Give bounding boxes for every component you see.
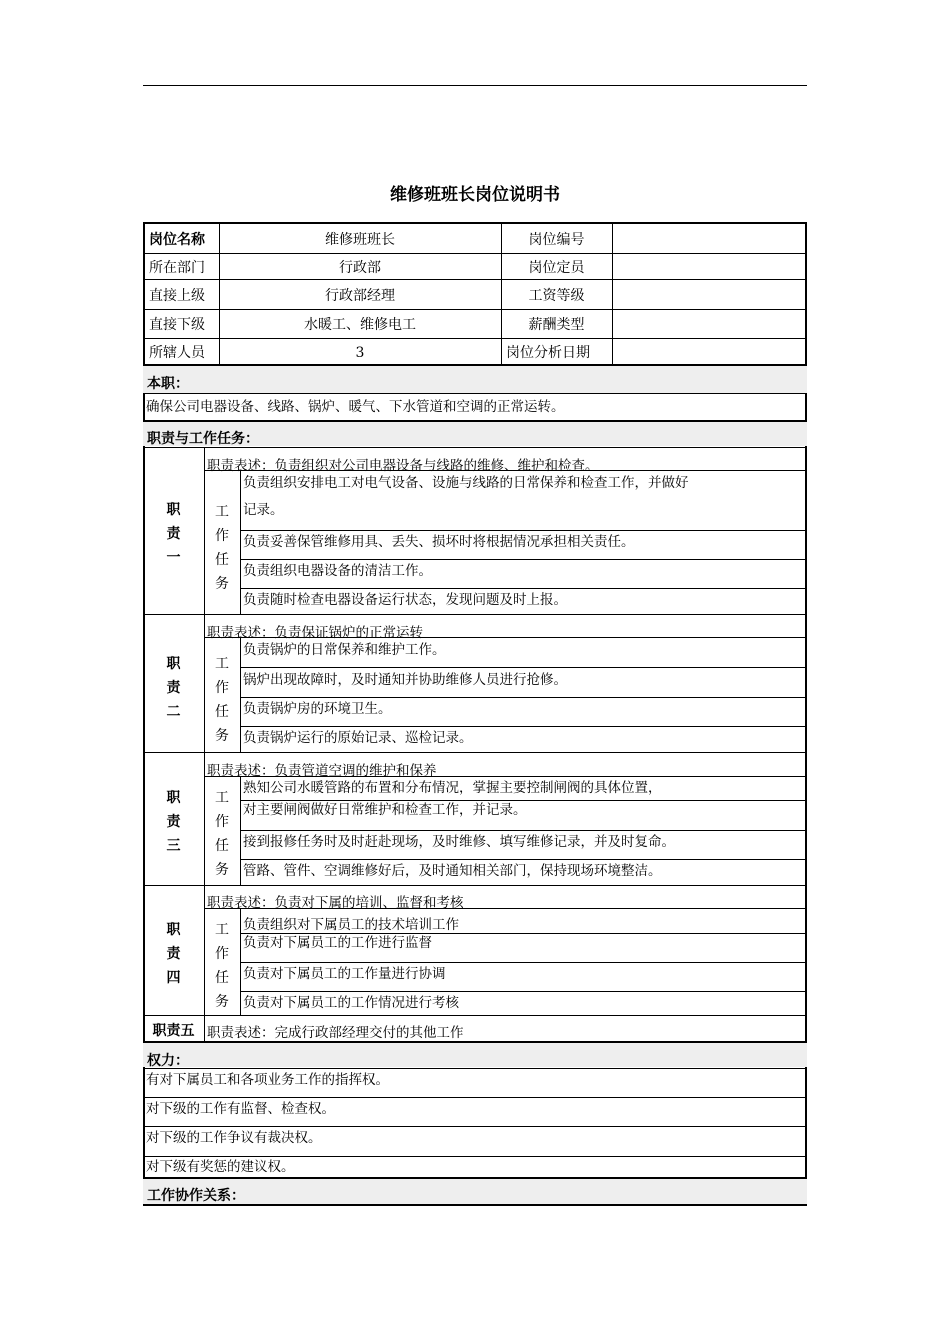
- info-row-line: [143, 253, 807, 254]
- headcount-label: 岗位定员: [528, 260, 585, 276]
- duty4-name-char: 四: [166, 970, 181, 986]
- task-label-char: 务: [215, 862, 229, 878]
- subordinate-label: 直接下级: [149, 317, 205, 333]
- cooperation-section-header: [143, 1179, 807, 1204]
- salary-type-label: 薪酬类型: [528, 317, 585, 333]
- duty4-task: 负责对下属员工的工作量进行协调: [243, 966, 446, 982]
- power-heading: 权力：: [147, 1053, 189, 1069]
- staff-count-value: 3: [355, 345, 365, 361]
- power-line: [143, 1068, 807, 1069]
- duty4-task: 负责对下属员工的工作情况进行考核: [243, 995, 459, 1011]
- benzhi-line: [143, 393, 807, 394]
- duty3-task: 熟知公司水暖管路的布置和分布情况，掌握主要控制闸阀的具体位置，: [243, 780, 662, 796]
- duty4-task: 负责对下属员工的工作进行监督: [243, 935, 432, 951]
- duty2-task-label: [204, 652, 240, 748]
- task-label-char: 作: [215, 814, 229, 830]
- power-item: 对下级的工作争议有裁决权。: [146, 1130, 322, 1146]
- task-label-char: 工: [215, 790, 229, 806]
- table-border-top: [143, 222, 807, 224]
- duty3-name: [143, 786, 204, 858]
- duty3-task-label: [204, 786, 240, 882]
- task-label-char: 务: [215, 728, 229, 744]
- duty1-task: 负责随时检查电器设备运行状态，发现问题及时上报。: [243, 592, 567, 608]
- duty4-task: 负责组织对下属员工的技术培训工作: [243, 917, 459, 933]
- duties-section-header: [143, 422, 807, 446]
- duty-separator: [143, 885, 807, 886]
- wage-grade-label: 工资等级: [528, 288, 585, 304]
- task-label-char: 工: [215, 656, 229, 672]
- duty3-statement: 职责表述：负责管道空调的维护和保养: [207, 763, 437, 779]
- info-col-line: [612, 222, 613, 364]
- post-name-value: 维修班班长: [325, 232, 395, 248]
- subordinate-value: 水暖工、维修电工: [304, 317, 416, 333]
- task-label-char: 任: [215, 704, 229, 720]
- document-title: 维修班班长岗位说明书: [390, 185, 560, 205]
- duty1-statement: 职责表述：负责组织对公司电器设备与线路的维修、维护和检查。: [207, 458, 599, 474]
- duty5-statement: 职责表述：完成行政部经理交付的其他工作: [207, 1025, 464, 1041]
- superior-value: 行政部经理: [325, 288, 395, 304]
- power-line: [143, 1097, 807, 1098]
- cooperation-heading: 工作协作关系：: [147, 1188, 245, 1204]
- power-item: 有对下属员工和各项业务工作的指挥权。: [146, 1072, 389, 1088]
- duty2-task: 负责锅炉的日常保养和维护工作。: [243, 642, 446, 658]
- benzhi-section-header: [143, 366, 807, 393]
- duty1-task: 负责组织电器设备的清洁工作。: [243, 563, 432, 579]
- task-label-char: 作: [215, 680, 229, 696]
- duty2-name-char: 责: [166, 680, 181, 696]
- duty1-name: [143, 498, 204, 570]
- info-row-line: [143, 338, 807, 339]
- duties-heading: 职责与工作任务：: [147, 431, 259, 447]
- duties-header-line: [143, 447, 807, 448]
- task-label-char: 任: [215, 838, 229, 854]
- duty4-name-char: 责: [166, 946, 181, 962]
- duty-separator: [143, 752, 807, 753]
- duty4-statement: 职责表述：负责对下属的培训、监督和考核: [207, 895, 464, 911]
- duty4-name-char: 职: [166, 922, 181, 938]
- superior-label: 直接上级: [149, 288, 205, 304]
- duty2-name-char: 二: [166, 704, 181, 720]
- duty2-name-char: 职: [166, 656, 181, 672]
- staff-count-label: 所辖人员: [149, 345, 205, 361]
- duty-separator: [143, 1015, 807, 1016]
- power-section-header: [143, 1043, 807, 1067]
- power-line: [143, 1156, 807, 1157]
- duty4-name: [143, 918, 204, 990]
- benzhi-text: 确保公司电器设备、线路、锅炉、暖气、下水管道和空调的正常运转。: [146, 399, 565, 415]
- duty-line: [204, 908, 807, 909]
- duty4-task-label: [204, 918, 240, 1014]
- duty3-name-char: 责: [166, 814, 181, 830]
- task-label-char: 工: [215, 922, 229, 938]
- header-rule: [143, 85, 807, 86]
- benzhi-heading: 本职：: [147, 376, 189, 392]
- duty1-task: 记录。: [243, 502, 284, 518]
- duty1-name-char: 责: [166, 526, 181, 542]
- duty3-task: 接到报修任务时及时赶赴现场，及时维修、填写维修记录，并及时复命。: [243, 834, 675, 850]
- duty3-task: 管路、管件、空调维修好后，及时通知相关部门，保持现场环境整洁。: [243, 863, 662, 879]
- power-item: 对下级的工作有监督、检查权。: [146, 1101, 335, 1117]
- job-description-table: [143, 222, 807, 1205]
- duty1-name-char: 职: [166, 502, 181, 518]
- duty2-task: 负责锅炉运行的原始记录、巡检记录。: [243, 730, 473, 746]
- duty2-name: [143, 652, 204, 724]
- duty1-task-label: [204, 500, 240, 596]
- task-label-char: 任: [215, 970, 229, 986]
- department-label: 所在部门: [149, 260, 205, 276]
- info-row-line: [143, 279, 807, 280]
- task-label-char: 务: [215, 576, 229, 592]
- duty2-statement: 职责表述：负责保证锅炉的正常运转: [207, 625, 423, 641]
- duty1-name-char: 一: [166, 550, 181, 566]
- task-label-char: 务: [215, 994, 229, 1010]
- analysis-date-label: 岗位分析日期: [506, 345, 590, 361]
- post-name-label: 岗位名称: [149, 232, 205, 248]
- task-label-char: 任: [215, 552, 229, 568]
- info-row-line: [143, 309, 807, 310]
- duty3-task: 对主要闸阀做好日常维护和检查工作，并记录。: [243, 802, 527, 818]
- power-item: 对下级有奖惩的建议权。: [146, 1159, 295, 1175]
- duty1-task: 负责组织安排电工对电气设备、设施与线路的日常保养和检查工作，并做好: [243, 475, 689, 491]
- duty2-task: 锅炉出现故障时，及时通知并协助维修人员进行抢修。: [243, 672, 567, 688]
- duty1-task: 负责妥善保管维修用具、丢失、损坏时将根据情况承担相关责任。: [243, 534, 635, 550]
- duty2-task: 负责锅炉房的环境卫生。: [243, 701, 392, 717]
- task-label-char: 工: [215, 504, 229, 520]
- duty5-name: 职责五: [152, 1023, 195, 1039]
- duty-separator: [143, 614, 807, 615]
- department-value: 行政部: [339, 260, 381, 276]
- duty3-name-char: 职: [166, 790, 181, 806]
- duty3-name-char: 三: [166, 838, 181, 854]
- task-label-char: 作: [215, 528, 229, 544]
- power-line: [143, 1126, 807, 1127]
- task-label-char: 作: [215, 946, 229, 962]
- post-number-label: 岗位编号: [528, 232, 585, 248]
